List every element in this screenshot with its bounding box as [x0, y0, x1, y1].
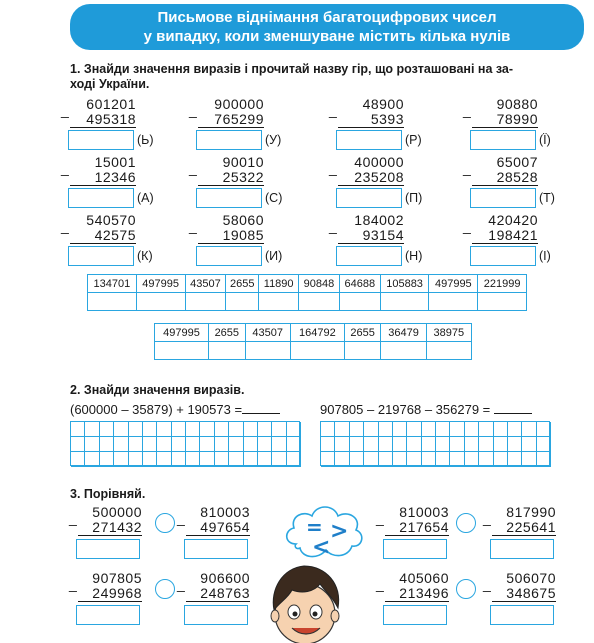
- subtrahend: 271432: [78, 520, 142, 536]
- grid-cell[interactable]: [537, 437, 551, 452]
- grid-cell[interactable]: [364, 452, 378, 467]
- grid-cell[interactable]: [522, 452, 536, 467]
- minuend: 48900: [362, 96, 404, 112]
- answer-box[interactable]: [196, 130, 262, 150]
- code-number: 2655: [209, 324, 246, 342]
- subtrahend: 42575: [70, 228, 136, 244]
- minuend: 810003: [399, 504, 449, 520]
- grid-cell[interactable]: [244, 452, 258, 467]
- answer-box[interactable]: [470, 130, 536, 150]
- grid-cell[interactable]: [215, 422, 229, 437]
- minuend: 907805: [92, 570, 142, 586]
- minuend: 400000: [354, 154, 404, 170]
- grid-cell[interactable]: [508, 452, 522, 467]
- minus-sign: _: [61, 218, 70, 234]
- subtrahend: 28528: [472, 170, 538, 186]
- grid-cell[interactable]: [172, 422, 186, 437]
- minuend: 906600: [200, 570, 250, 586]
- answer-letter: (К): [137, 249, 153, 263]
- answer-letter: (Р): [405, 133, 422, 147]
- subtraction-problem: [61, 212, 136, 244]
- grid-cell[interactable]: [321, 452, 335, 467]
- grid-cell[interactable]: [85, 422, 99, 437]
- grid-cell[interactable]: [422, 437, 436, 452]
- code-number: 11890: [259, 275, 299, 293]
- grid-cell[interactable]: [537, 422, 551, 437]
- grid-cell[interactable]: [129, 422, 143, 437]
- code-letter-cell[interactable]: [344, 342, 381, 360]
- subtraction-problem: [329, 212, 404, 244]
- grid-cell[interactable]: [272, 452, 286, 467]
- task2-expr2-text: 907805 – 219768 – 356279 =: [320, 402, 491, 417]
- code-letter-cell[interactable]: [339, 293, 380, 311]
- code-letter-cell[interactable]: [380, 293, 429, 311]
- code-number: 134701: [88, 275, 137, 293]
- code-letter-cell[interactable]: [136, 293, 185, 311]
- minus-sign: _: [69, 510, 78, 526]
- code-letter-cell[interactable]: [88, 293, 137, 311]
- answer-box[interactable]: [336, 246, 402, 266]
- grid-cell[interactable]: [287, 422, 301, 437]
- grid-cell[interactable]: [229, 437, 243, 452]
- grid-cell[interactable]: [186, 422, 200, 437]
- answer-box[interactable]: [68, 246, 134, 266]
- subtrahend: 5393: [338, 112, 404, 128]
- subtrahend: 225641: [492, 520, 556, 536]
- minus-sign: _: [329, 102, 338, 118]
- task1-heading: [70, 62, 570, 92]
- grid-cell[interactable]: [364, 437, 378, 452]
- minus-sign: _: [177, 576, 186, 592]
- grid-cell[interactable]: [436, 422, 450, 437]
- code-letter-cell[interactable]: [381, 342, 426, 360]
- grid-cell[interactable]: [422, 422, 436, 437]
- task3-heading: 3. Порівняй.: [70, 487, 146, 501]
- comparison-expression: [376, 570, 449, 602]
- minus-sign: _: [376, 576, 385, 592]
- minuend: 420420: [488, 212, 538, 228]
- answer-box[interactable]: [196, 188, 262, 208]
- answer-box[interactable]: [196, 246, 262, 266]
- subtraction-problem: [463, 96, 538, 128]
- answer-letter: (У): [265, 133, 282, 147]
- subtrahend: 497654: [186, 520, 250, 536]
- subtrahend: 348675: [492, 586, 556, 602]
- subtrahend: 765299: [198, 112, 264, 128]
- subtraction-problem: [189, 212, 264, 244]
- answer-letter: (А): [137, 191, 154, 205]
- code-number: 497995: [136, 275, 185, 293]
- grid-cell[interactable]: [522, 422, 536, 437]
- cloud-equals-symbol: =: [306, 515, 323, 539]
- grid-cell[interactable]: [287, 437, 301, 452]
- grid-cell[interactable]: [407, 437, 421, 452]
- answer-letter: (Н): [405, 249, 423, 263]
- grid-cell[interactable]: [335, 452, 349, 467]
- minuend: 817990: [506, 504, 556, 520]
- comparison-expression: [177, 570, 250, 602]
- code-letter-cell[interactable]: [155, 342, 209, 360]
- grid-cell[interactable]: [321, 422, 335, 437]
- task1-heading-line2: ході України.: [70, 77, 150, 91]
- code-table-1: [87, 274, 527, 311]
- answer-box[interactable]: [383, 539, 447, 559]
- grid-cell[interactable]: [157, 452, 171, 467]
- grid-cell[interactable]: [350, 437, 364, 452]
- grid-cell[interactable]: [71, 452, 85, 467]
- grid-cell[interactable]: [450, 452, 464, 467]
- answer-letter: (Ї): [539, 133, 551, 147]
- minus-sign: _: [69, 576, 78, 592]
- grid-cell[interactable]: [229, 452, 243, 467]
- subtraction-problem: [61, 96, 136, 128]
- minus-sign: _: [61, 160, 70, 176]
- cloud-greater-symbol: >: [330, 519, 349, 544]
- minus-sign: _: [177, 510, 186, 526]
- code-number: 105883: [380, 275, 429, 293]
- grid-cell[interactable]: [244, 422, 258, 437]
- minus-sign: _: [189, 160, 198, 176]
- title-line-1: Письмове віднімання багатоцифрових чисел: [157, 9, 497, 26]
- answer-box[interactable]: [184, 539, 248, 559]
- subtrahend: 495318: [70, 112, 136, 128]
- subtraction-problem: [189, 154, 264, 186]
- answer-box[interactable]: [184, 605, 248, 625]
- comparison-expression: [376, 504, 449, 536]
- grid-cell[interactable]: [407, 452, 421, 467]
- grid-cell[interactable]: [364, 422, 378, 437]
- subtrahend: 12346: [70, 170, 136, 186]
- comparison-cloud-icon: [282, 500, 366, 566]
- comparison-expression: [177, 504, 250, 536]
- comparison-circle[interactable]: [456, 513, 476, 533]
- grid-cell[interactable]: [450, 422, 464, 437]
- code-number: 164792: [290, 324, 344, 342]
- grid-cell[interactable]: [508, 422, 522, 437]
- grid-cell[interactable]: [258, 452, 272, 467]
- code-letter-cell[interactable]: [429, 293, 478, 311]
- grid-cell[interactable]: [436, 452, 450, 467]
- answer-letter: (П): [405, 191, 423, 205]
- minus-sign: _: [61, 102, 70, 118]
- minuend: 900000: [214, 96, 264, 112]
- task1-heading-line1: 1. Знайди значення виразів і прочитай назву гір, що розташовані на за-: [70, 62, 514, 76]
- grid-cell[interactable]: [71, 422, 85, 437]
- cloud-less-symbol: <: [312, 535, 331, 560]
- subtraction-problem: [61, 154, 136, 186]
- subtrahend: 213496: [385, 586, 449, 602]
- grid-cell[interactable]: [143, 437, 157, 452]
- code-number: 2655: [344, 324, 381, 342]
- minuend: 405060: [399, 570, 449, 586]
- grid-cell[interactable]: [215, 452, 229, 467]
- code-number: 43507: [245, 324, 290, 342]
- grid-cell[interactable]: [172, 452, 186, 467]
- minuend: 65007: [496, 154, 538, 170]
- grid-cell[interactable]: [321, 437, 335, 452]
- minuend: 90010: [222, 154, 264, 170]
- grid-cell[interactable]: [494, 452, 508, 467]
- code-number: 497995: [429, 275, 478, 293]
- code-letter-cell[interactable]: [259, 293, 299, 311]
- answer-letter: (І): [539, 249, 551, 263]
- grid-cell[interactable]: [379, 437, 393, 452]
- answer-letter: (С): [265, 191, 283, 205]
- answer-letter: (Ь): [137, 133, 154, 147]
- comparison-expression: [483, 504, 556, 536]
- code-number: 64688: [339, 275, 380, 293]
- subtrahend: 248763: [186, 586, 250, 602]
- code-letter-cell[interactable]: [290, 342, 344, 360]
- code-number: 497995: [155, 324, 209, 342]
- comparison-expression: [69, 504, 142, 536]
- grid-cell[interactable]: [393, 437, 407, 452]
- grid-cell[interactable]: [129, 452, 143, 467]
- subtrahend: 198421: [472, 228, 538, 244]
- minuend: 810003: [200, 504, 250, 520]
- grid-cell[interactable]: [229, 422, 243, 437]
- grid-cell[interactable]: [379, 452, 393, 467]
- subtrahend: 249968: [78, 586, 142, 602]
- grid-cell[interactable]: [200, 452, 214, 467]
- answer-letter: (И): [265, 249, 283, 263]
- grid-cell[interactable]: [407, 422, 421, 437]
- subtrahend: 93154: [338, 228, 404, 244]
- grid-cell[interactable]: [186, 452, 200, 467]
- work-grid-2[interactable]: [320, 421, 550, 466]
- task2-expr1: [70, 402, 280, 417]
- grid-cell[interactable]: [85, 437, 99, 452]
- grid-cell[interactable]: [215, 437, 229, 452]
- grid-cell[interactable]: [114, 452, 128, 467]
- minus-sign: _: [463, 160, 472, 176]
- grid-cell[interactable]: [129, 437, 143, 452]
- answer-box[interactable]: [336, 188, 402, 208]
- answer-box[interactable]: [336, 130, 402, 150]
- grid-cell[interactable]: [508, 437, 522, 452]
- grid-cell[interactable]: [465, 452, 479, 467]
- subtraction-problem: [463, 212, 538, 244]
- grid-cell[interactable]: [200, 437, 214, 452]
- grid-cell[interactable]: [393, 422, 407, 437]
- grid-cell[interactable]: [100, 422, 114, 437]
- grid-cell[interactable]: [350, 422, 364, 437]
- task2-expr2: [320, 402, 532, 417]
- code-letter-cell[interactable]: [185, 293, 226, 311]
- grid-cell[interactable]: [494, 437, 508, 452]
- answer-box[interactable]: [470, 246, 536, 266]
- grid-cell[interactable]: [422, 452, 436, 467]
- minus-sign: _: [329, 218, 338, 234]
- grid-cell[interactable]: [350, 452, 364, 467]
- code-letter-cell[interactable]: [426, 342, 471, 360]
- answer-box[interactable]: [470, 188, 536, 208]
- grid-cell[interactable]: [379, 422, 393, 437]
- minuend: 58060: [222, 212, 264, 228]
- grid-cell[interactable]: [272, 437, 286, 452]
- minuend: 506070: [506, 570, 556, 586]
- minuend: 500000: [92, 504, 142, 520]
- work-grid-1[interactable]: [70, 421, 300, 466]
- grid-cell[interactable]: [522, 437, 536, 452]
- subtrahend: 217654: [385, 520, 449, 536]
- grid-cell[interactable]: [258, 437, 272, 452]
- grid-cell[interactable]: [114, 422, 128, 437]
- minus-sign: _: [189, 218, 198, 234]
- answer-box[interactable]: [76, 605, 140, 625]
- subtraction-problem: [463, 154, 538, 186]
- grid-cell[interactable]: [479, 437, 493, 452]
- comparison-circle[interactable]: [456, 579, 476, 599]
- code-letter-cell[interactable]: [226, 293, 259, 311]
- subtraction-problem: [189, 96, 264, 128]
- boy-illustration-icon: [262, 560, 348, 643]
- minus-sign: _: [376, 510, 385, 526]
- task2-expr1-text: (600000 – 35879) + 190573 =: [70, 402, 243, 417]
- grid-cell[interactable]: [200, 422, 214, 437]
- grid-cell[interactable]: [287, 452, 301, 467]
- minus-sign: _: [463, 218, 472, 234]
- minus-sign: _: [463, 102, 472, 118]
- answer-blank[interactable]: [494, 402, 532, 414]
- code-number: 221999: [478, 275, 527, 293]
- minuend: 540570: [86, 212, 136, 228]
- answer-box[interactable]: [490, 539, 554, 559]
- minuend: 90880: [496, 96, 538, 112]
- grid-cell[interactable]: [244, 437, 258, 452]
- minuend: 601201: [86, 96, 136, 112]
- code-letter-cell[interactable]: [209, 342, 246, 360]
- grid-cell[interactable]: [100, 437, 114, 452]
- grid-cell[interactable]: [479, 452, 493, 467]
- code-letter-cell[interactable]: [478, 293, 527, 311]
- subtrahend: 235208: [338, 170, 404, 186]
- grid-cell[interactable]: [172, 437, 186, 452]
- answer-letter: (Т): [539, 191, 555, 205]
- grid-cell[interactable]: [436, 437, 450, 452]
- comparison-circle[interactable]: [155, 513, 175, 533]
- task2-heading: 2. Знайди значення виразів.: [70, 383, 245, 397]
- grid-cell[interactable]: [537, 452, 551, 467]
- code-number: 36479: [381, 324, 426, 342]
- minus-sign: _: [329, 160, 338, 176]
- minus-sign: _: [189, 102, 198, 118]
- minuend: 15001: [94, 154, 136, 170]
- code-table-2: [154, 323, 472, 360]
- code-letter-cell[interactable]: [299, 293, 340, 311]
- grid-cell[interactable]: [85, 452, 99, 467]
- title-banner: [70, 4, 584, 50]
- subtraction-problem: [329, 154, 404, 186]
- comparison-circle[interactable]: [155, 579, 175, 599]
- code-letter-cell[interactable]: [245, 342, 290, 360]
- grid-cell[interactable]: [335, 422, 349, 437]
- grid-cell[interactable]: [114, 437, 128, 452]
- subtraction-problem: [329, 96, 404, 128]
- grid-cell[interactable]: [143, 422, 157, 437]
- answer-box[interactable]: [383, 605, 447, 625]
- grid-cell[interactable]: [335, 437, 349, 452]
- grid-cell[interactable]: [157, 437, 171, 452]
- grid-cell[interactable]: [393, 452, 407, 467]
- answer-box[interactable]: [490, 605, 554, 625]
- subtrahend: 78990: [472, 112, 538, 128]
- code-number: 90848: [299, 275, 340, 293]
- code-number: 2655: [226, 275, 259, 293]
- grid-cell[interactable]: [258, 422, 272, 437]
- grid-cell[interactable]: [143, 452, 157, 467]
- grid-cell[interactable]: [100, 452, 114, 467]
- subtrahend: 19085: [198, 228, 264, 244]
- grid-cell[interactable]: [450, 437, 464, 452]
- grid-cell[interactable]: [71, 437, 85, 452]
- minus-sign: _: [483, 576, 492, 592]
- comparison-expression: [69, 570, 142, 602]
- minus-sign: _: [483, 510, 492, 526]
- answer-blank[interactable]: [242, 402, 280, 414]
- grid-cell[interactable]: [465, 422, 479, 437]
- grid-cell[interactable]: [494, 422, 508, 437]
- code-number: 38975: [426, 324, 471, 342]
- grid-cell[interactable]: [479, 422, 493, 437]
- grid-cell[interactable]: [186, 437, 200, 452]
- minuend: 184002: [354, 212, 404, 228]
- grid-cell[interactable]: [465, 437, 479, 452]
- answer-box[interactable]: [68, 188, 134, 208]
- title-line-2: у випадку, коли зменшуване містить кілька нулів: [143, 28, 511, 45]
- subtrahend: 25322: [198, 170, 264, 186]
- answer-box[interactable]: [68, 130, 134, 150]
- answer-box[interactable]: [76, 539, 140, 559]
- code-number: 43507: [185, 275, 226, 293]
- grid-cell[interactable]: [272, 422, 286, 437]
- comparison-expression: [483, 570, 556, 602]
- grid-cell[interactable]: [157, 422, 171, 437]
